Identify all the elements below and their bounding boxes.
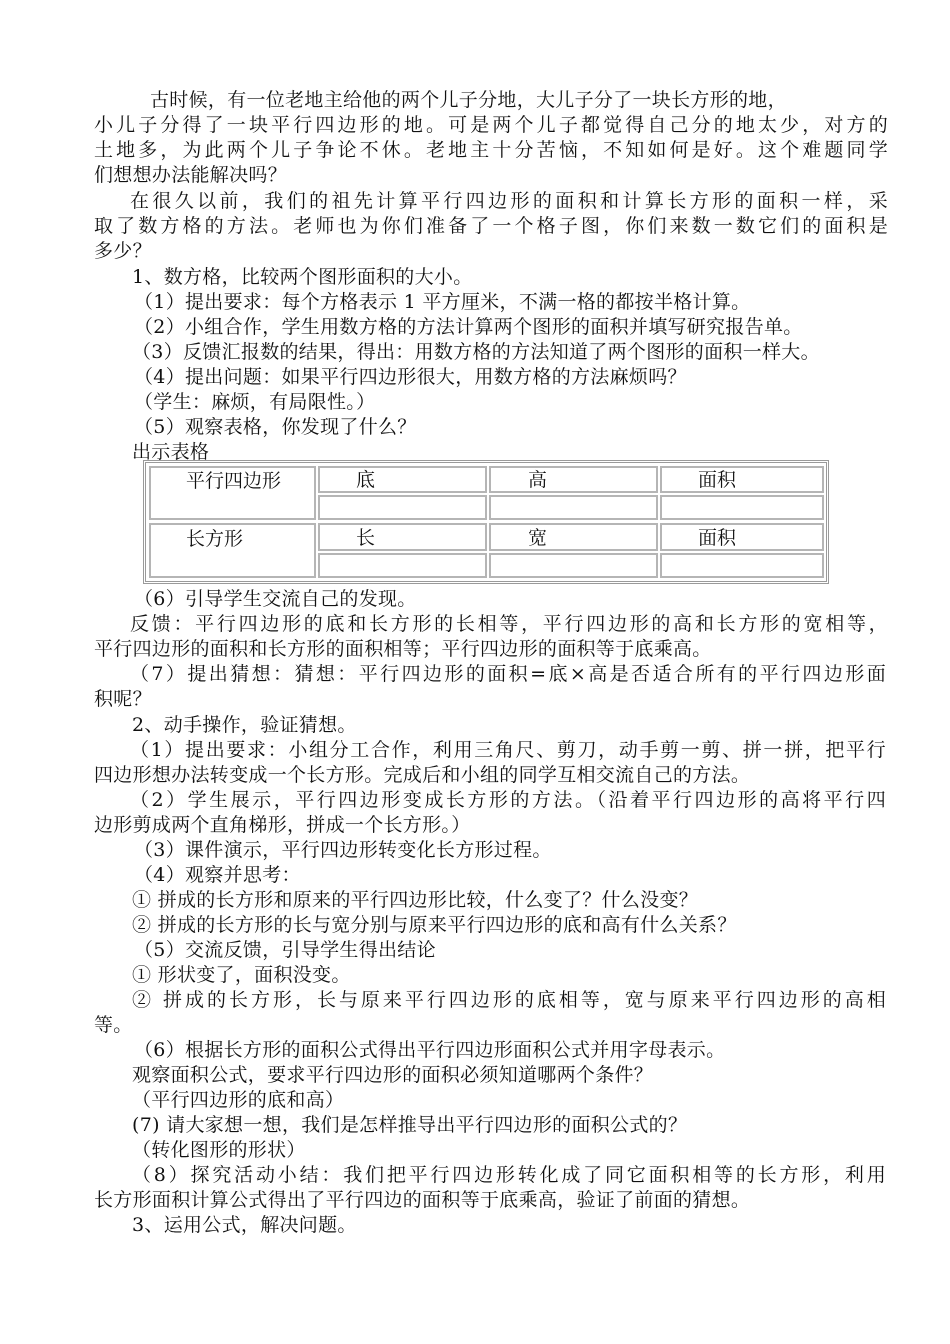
paragraph-line: ② 拼成的长方形的长与宽分别与原来平行四边形的底和高有什么关系？ xyxy=(132,914,737,936)
paragraph-line: （1）提出要求：小组分工合作，利用三角尺、剪刀，动手剪一剪、拼一拼，把平行 xyxy=(130,739,886,761)
table-cell xyxy=(318,466,487,493)
table-cell xyxy=(660,523,824,551)
paragraph-line: 古时候，有一位老地主给他的两个儿子分地，大儿子分了一块长方形的地， xyxy=(150,89,787,111)
paragraph-line: （转化图形的形状） xyxy=(132,1139,306,1161)
paragraph-line: ② 拼成的长方形，长与原来平行四边形的底相等，宽与原来平行四边形的高相 xyxy=(132,989,886,1011)
paragraph-line: （4）提出问题：如果平行四边形很大，用数方格的方法麻烦吗？ xyxy=(134,366,687,388)
paragraph-line: （学生：麻烦，有局限性。） xyxy=(134,391,376,413)
paragraph-line: 观察面积公式，要求平行四边形的面积必须知道哪两个条件？ xyxy=(132,1064,654,1086)
table-header-cell: 长 xyxy=(356,527,376,549)
table-cell xyxy=(489,523,658,551)
paragraph-line: 平行四边形的面积和长方形的面积相等；平行四边形的面积等于底乘高。 xyxy=(94,638,712,660)
table-cell-empty xyxy=(318,553,487,578)
paragraph-line: （6）根据长方形的面积公式得出平行四边形面积公式并用字母表示。 xyxy=(134,1039,726,1061)
table-cell xyxy=(318,523,487,551)
paragraph-line: （2）小组合作，学生用数方格的方法计算两个图形的面积并填写研究报告单。 xyxy=(134,316,803,338)
paragraph-line: ① 拼成的长方形和原来的平行四边形比较，什么变了？什么没变？ xyxy=(132,889,699,911)
paragraph-line: (7) 请大家想一想，我们是怎样推导出平行四边形的面积公式的？ xyxy=(132,1114,688,1136)
paragraph-line: 长方形面积计算公式得出了平行四边的面积等于底乘高，验证了前面的猜想。 xyxy=(94,1189,751,1211)
paragraph-line: （2）学生展示，平行四边形变成长方形的方法。（沿着平行四边形的高将平行四 xyxy=(130,789,886,811)
paragraph-line: （3）课件演示，平行四边形转变化长方形过程。 xyxy=(134,839,552,861)
paragraph-line: 土地多，为此两个儿子争论不休。老地主十分苦恼，不知如何是好。这个难题同学 xyxy=(94,139,888,161)
table-cell xyxy=(489,466,658,493)
table-cell-empty xyxy=(660,553,824,578)
paragraph-line: 四边形想办法转变成一个长方形。完成后和小组的同学互相交流自己的方法。 xyxy=(94,764,751,786)
section-heading: 3、运用公式，解决问题。 xyxy=(132,1214,357,1236)
table-cell-empty xyxy=(489,553,658,578)
table-cell-empty xyxy=(489,495,658,520)
paragraph-line: （5）观察表格，你发现了什么？ xyxy=(134,416,417,438)
paragraph-line: （3）反馈汇报数的结果，得出：用数方格的方法知道了两个图形的面积一样大。 xyxy=(132,341,820,363)
table-header-cell: 面积 xyxy=(698,469,737,491)
table-row-label: 长方形 xyxy=(186,528,244,550)
paragraph-line: 在很久以前，我们的祖先计算平行四边形的面积和计算长方形的面积一样，采 xyxy=(130,190,888,212)
table-header-cell: 高 xyxy=(528,469,548,491)
paragraph-line: （8）探究活动小结：我们把平行四边形转化成了同它面积相等的长方形，利用 xyxy=(132,1164,886,1186)
table-header-cell: 宽 xyxy=(528,527,548,549)
paragraph-line: 积呢？ xyxy=(94,688,152,710)
paragraph-line: 反馈：平行四边形的底和长方形的长相等，平行四边形的高和长方形的宽相等， xyxy=(130,613,888,635)
paragraph-line: 多少？ xyxy=(94,240,152,262)
paragraph-line: （4）观察并思考： xyxy=(134,864,301,886)
table-header-cell: 面积 xyxy=(698,527,737,549)
paragraph-line: 小儿子分得了一块平行四边形的地。可是两个儿子都觉得自己分的地太少，对方的 xyxy=(94,114,888,136)
paragraph-line: （1）提出要求：每个方格表示 1 平方厘米，不满一格的都按半格计算。 xyxy=(134,291,751,313)
paragraph-line: 出示表格 xyxy=(132,441,210,463)
paragraph-line: （平行四边形的底和高） xyxy=(132,1089,345,1111)
paragraph-line: 们想想办法能解决吗？ xyxy=(94,164,288,186)
section-heading: 2、动手操作，验证猜想。 xyxy=(132,714,357,736)
section-heading: 1、数方格，比较两个图形面积的大小。 xyxy=(132,266,473,288)
table-cell xyxy=(660,466,824,493)
paragraph-line: （5）交流反馈，引导学生得出结论 xyxy=(134,939,436,961)
paragraph-line: （7）提出猜想：猜想：平行四边形的面积=底×高是否适合所有的平行四边形面 xyxy=(130,663,886,685)
paragraph-line: （6）引导学生交流自己的发现。 xyxy=(134,588,417,610)
table-row-label: 平行四边形 xyxy=(186,470,282,492)
comparison-table xyxy=(143,460,829,584)
paragraph-line: ① 形状变了，面积没变。 xyxy=(132,964,351,986)
paragraph-line: 等。 xyxy=(94,1014,133,1036)
paragraph-line: 取了数方格的方法。老师也为你们准备了一个格子图，你们来数一数它们的面积是 xyxy=(94,215,888,237)
table-header-cell: 底 xyxy=(356,469,376,491)
table-cell-empty xyxy=(318,495,487,520)
paragraph-line: 边形剪成两个直角梯形，拼成一个长方形。） xyxy=(94,814,471,836)
table-cell-empty xyxy=(660,495,824,520)
